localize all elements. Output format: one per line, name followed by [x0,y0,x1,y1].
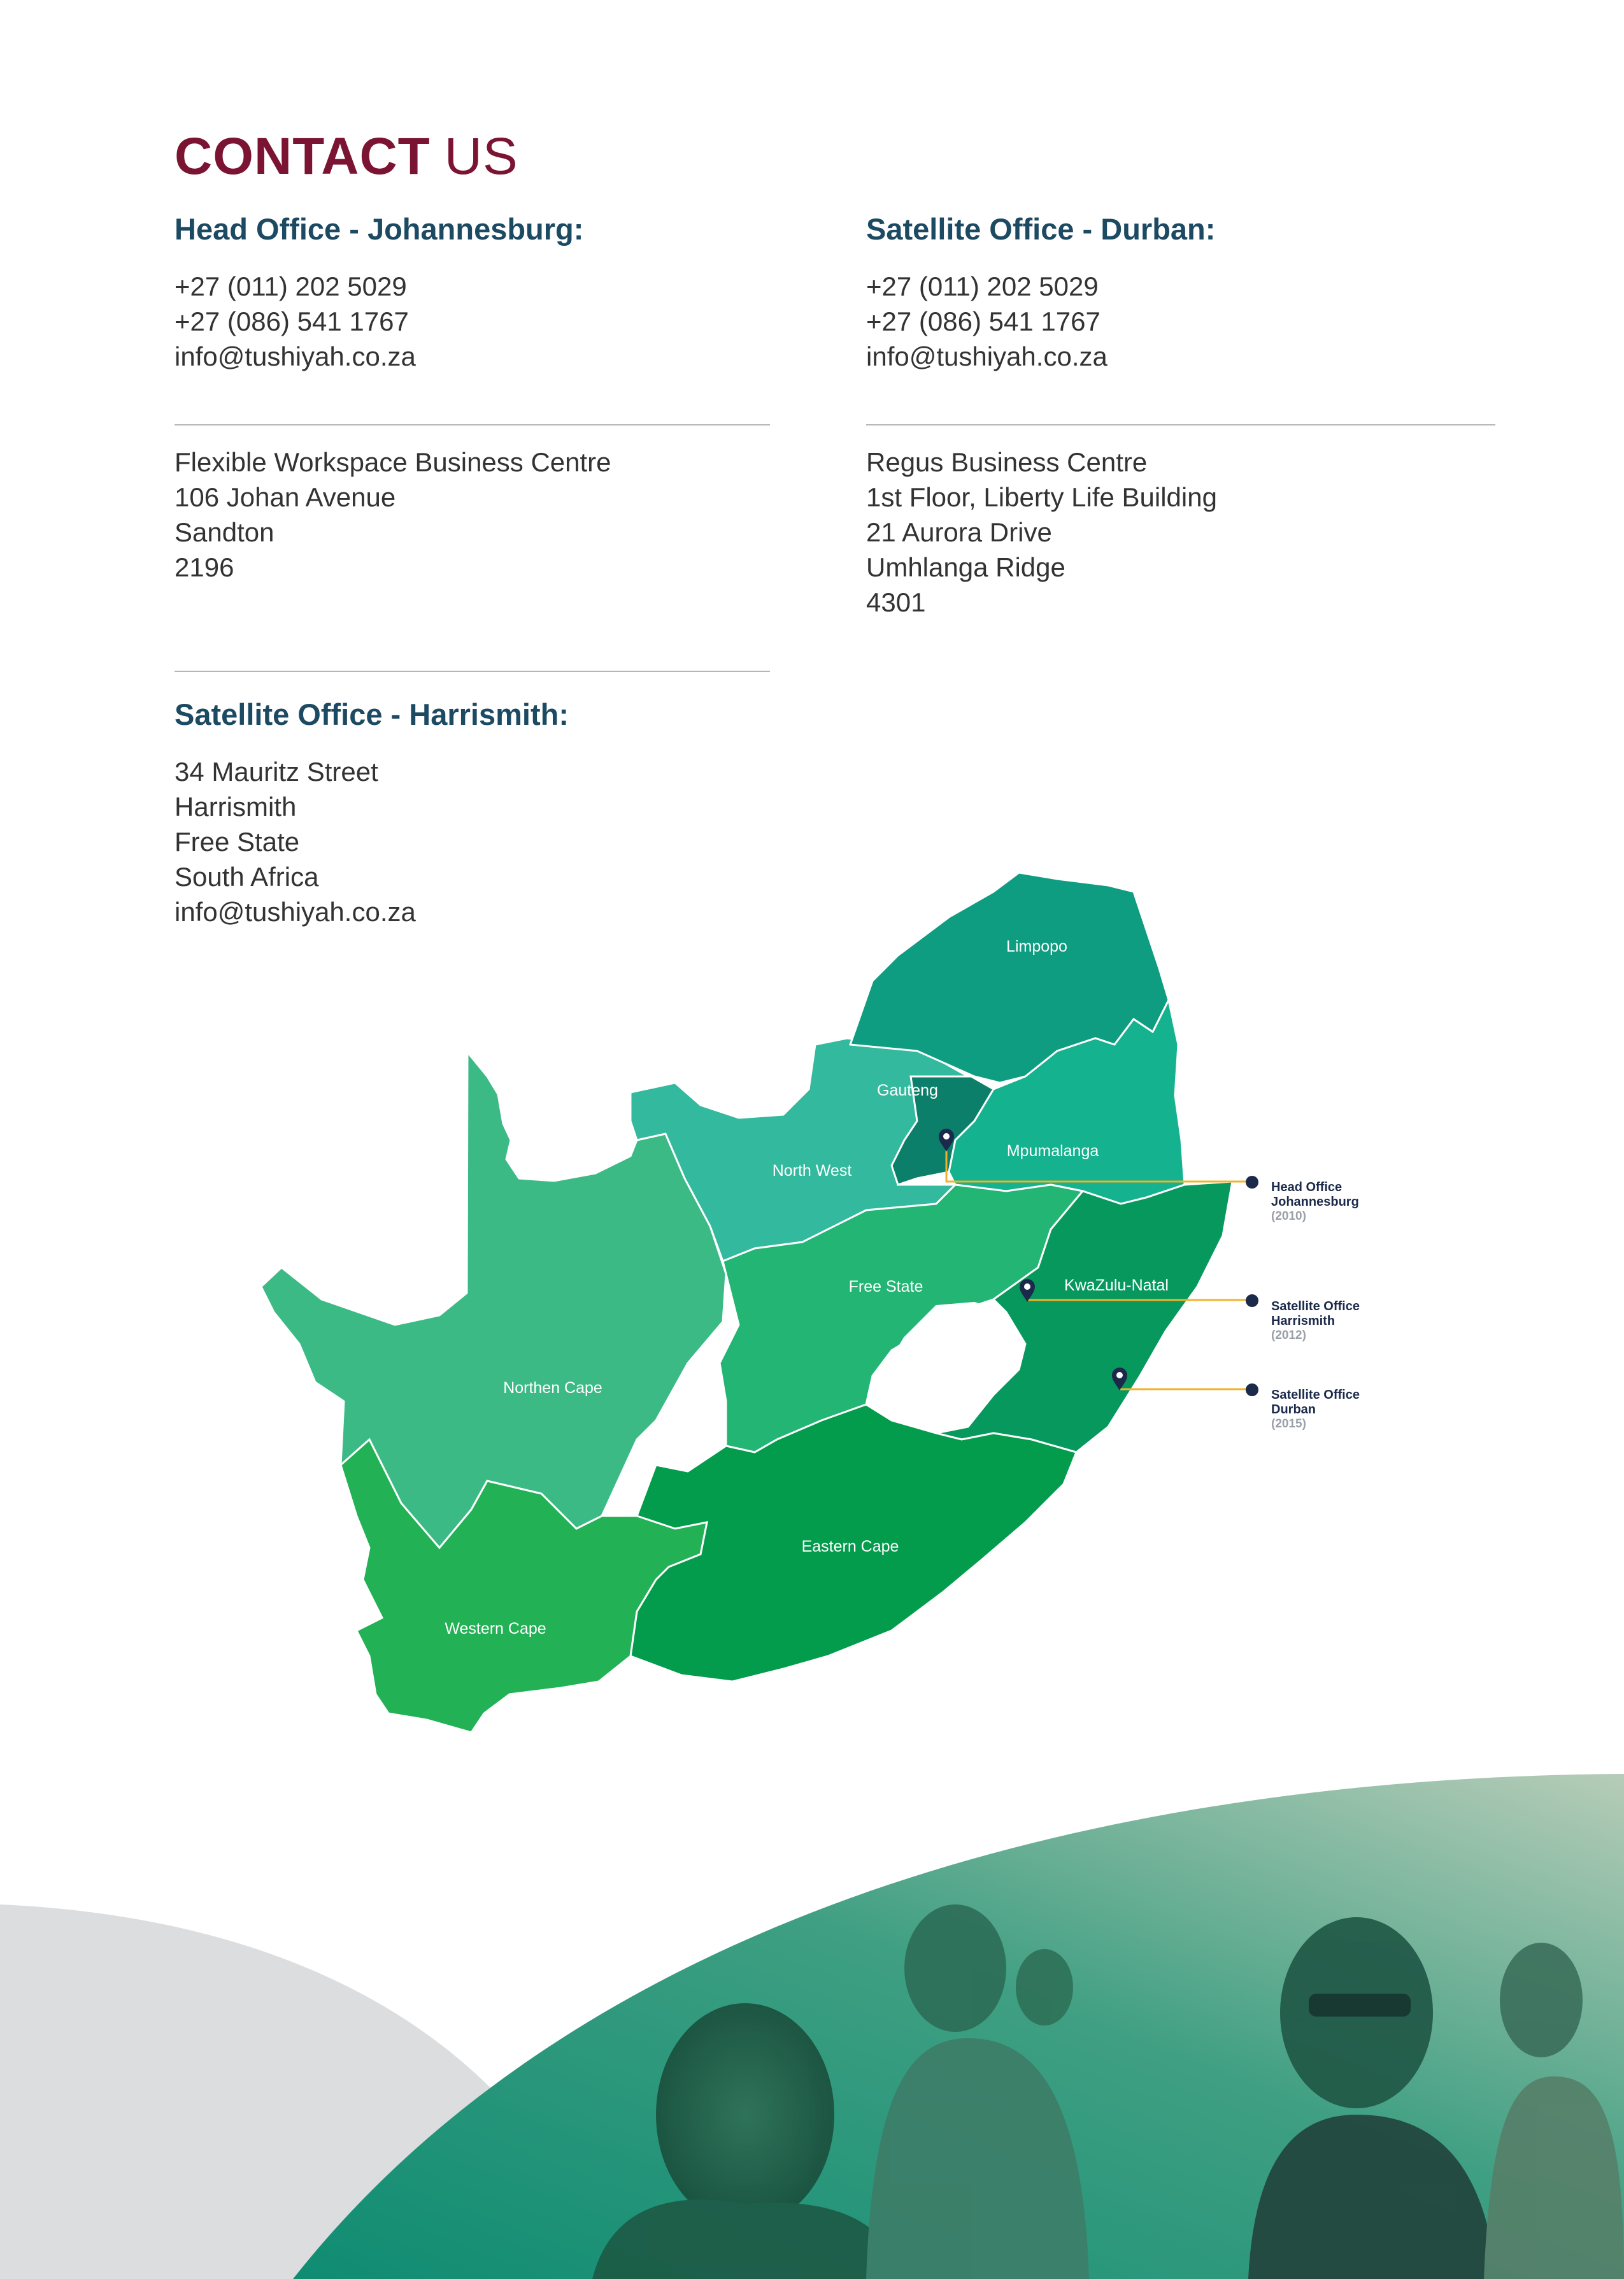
address-line: 34 Mauritz Street [175,757,378,787]
legend-dot [1246,1176,1258,1189]
address-line: Regus Business Centre [866,447,1148,477]
label-mpumalanga: Mpumalanga [1006,1142,1099,1160]
legend-year: (2010) [1271,1210,1306,1223]
label-north-west: North West [772,1162,852,1180]
label-free-state: Free State [848,1278,923,1296]
label-eastern-cape: Eastern Cape [801,1538,899,1555]
label-northern-cape: Northen Cape [503,1379,602,1397]
address-line: Umhlanga Ridge [866,552,1065,582]
head-office-heading: Head Office - Johannesburg: [175,212,584,246]
address-line: Free State [175,827,300,857]
page-title-bold: CONTACT [175,127,431,185]
address-line: 2196 [175,552,234,582]
page-title-light: US [444,127,518,185]
durban-office-heading: Satellite Office - Durban: [866,212,1216,246]
address-line: 21 Aurora Drive [866,517,1052,547]
footer-decoration [0,1758,1624,2279]
harrismith-office-email[interactable]: info@tushiyah.co.za [175,897,416,927]
legend-title: Satellite Office [1271,1299,1360,1313]
label-kwazulu-natal: KwaZulu-Natal [1064,1276,1169,1294]
legend-place: Harrismith [1271,1314,1336,1328]
label-gauteng: Gauteng [877,1082,938,1099]
head-office-phone-2[interactable]: +27 (086) 541 1767 [175,306,409,336]
address-line: Harrismith [175,792,297,822]
legend-year: (2012) [1271,1329,1306,1342]
durban-office-phone-1[interactable]: +27 (011) 202 5029 [866,271,1099,301]
label-limpopo: Limpopo [1006,938,1067,955]
legend-place: Durban [1271,1403,1316,1417]
legend-dot [1246,1383,1258,1396]
address-line: 4301 [866,587,926,617]
address-line: Flexible Workspace Business Centre [175,447,611,477]
legend-place: Johannesburg [1271,1195,1359,1209]
head-office-email[interactable]: info@tushiyah.co.za [175,341,416,371]
address-line: 106 Johan Avenue [175,482,396,512]
durban-office-email[interactable]: info@tushiyah.co.za [866,341,1108,371]
head-office-phone-1[interactable]: +27 (011) 202 5029 [175,271,407,301]
legend-year: (2015) [1271,1417,1306,1431]
legend-title: Satellite Office [1271,1388,1360,1402]
address-line: 1st Floor, Liberty Life Building [866,482,1217,512]
label-western-cape: Western Cape [445,1620,546,1638]
harrismith-office-heading: Satellite Office - Harrismith: [175,697,569,731]
address-line: South Africa [175,862,319,892]
address-line: Sandton [175,517,274,547]
legend-dot [1246,1294,1258,1307]
durban-office-phone-2[interactable]: +27 (086) 541 1767 [866,306,1100,336]
legend-title: Head Office [1271,1180,1343,1194]
